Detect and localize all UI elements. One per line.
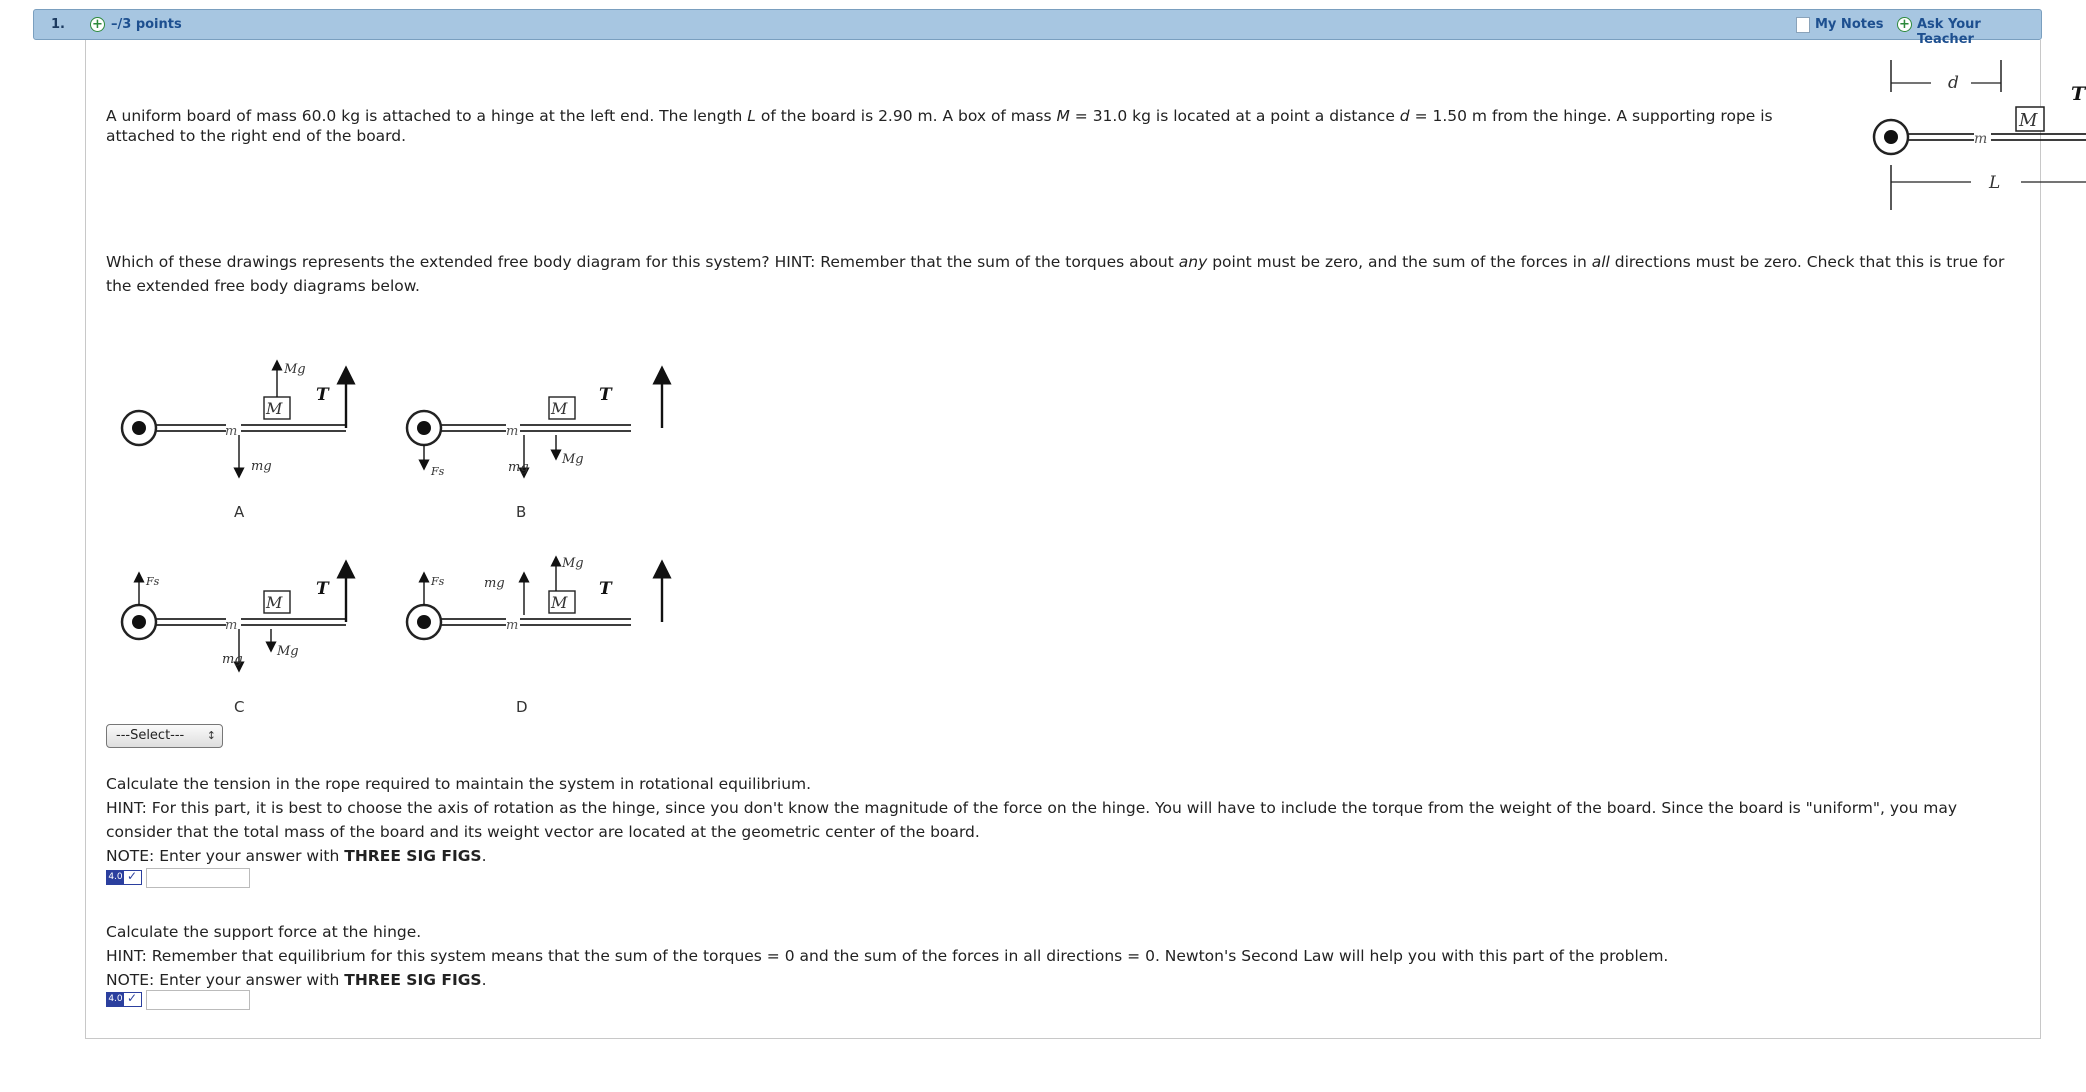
- m-label: m: [1974, 131, 1988, 147]
- svg-text:Fs: Fs: [431, 465, 445, 478]
- problem-statement: A uniform board of mass 60.0 kg is attached to a hinge at the left end. The length L of the board is 2.90 m. A box of mass M = 31.0 kg is located at a point a distance d = 1.50 m from the hinge. A supporting rope is attached to the right end of the board.: [106, 107, 1773, 145]
- fbd-option-b: [407, 375, 662, 521]
- svg-text:Fs: Fs: [431, 575, 445, 588]
- board-diagram: [1871, 50, 2086, 210]
- answer-check-badge: 4.0 ✓: [106, 870, 142, 885]
- svg-text:Fs: Fs: [146, 575, 160, 588]
- svg-text:M: M: [551, 593, 568, 612]
- ask-teacher-plus-icon[interactable]: +: [1897, 17, 1912, 32]
- hinge-force-answer-input[interactable]: [146, 990, 250, 1010]
- fbd-options-figure: [106, 315, 706, 715]
- svg-text:T: T: [599, 579, 612, 599]
- svg-text:M: M: [266, 399, 283, 418]
- tension-answer-input[interactable]: [146, 868, 250, 888]
- svg-text:m: m: [506, 424, 519, 439]
- question-body: [85, 40, 2086, 1039]
- M-box-label: M: [2019, 110, 2038, 131]
- svg-text:mg: mg: [251, 459, 272, 474]
- fbd-question: Which of these drawings represents the extended free body diagram for this system? HINT: Remember that the sum of the torques about any point must be zero, and the sum of the forces in all directions must be zero. Check that this is true for the extended free body diagrams below.: [106, 253, 2005, 295]
- svg-text:Mg: Mg: [562, 556, 584, 571]
- fbd-option-c: [122, 569, 346, 716]
- svg-text:T: T: [316, 579, 329, 599]
- option-label-d: D: [516, 698, 528, 716]
- svg-text:Mg: Mg: [562, 452, 584, 467]
- answer-check-badge: 4.0 ✓: [106, 992, 142, 1007]
- option-label-b: B: [516, 503, 527, 521]
- svg-text:m: m: [506, 618, 519, 633]
- fbd-option-a: [122, 362, 346, 521]
- option-label-c: C: [234, 698, 245, 716]
- fbd-option-d: [407, 556, 662, 716]
- svg-text:m: m: [225, 424, 238, 439]
- points-label: –/3 points: [111, 17, 182, 32]
- svg-text:mg: mg: [508, 460, 529, 475]
- svg-text:mg: mg: [222, 652, 243, 667]
- notes-icon[interactable]: [1796, 17, 1810, 33]
- T-label: T: [2071, 83, 2086, 105]
- option-label-a: A: [234, 503, 245, 521]
- expand-plus-icon[interactable]: +: [90, 17, 105, 32]
- question-header: [33, 9, 2042, 47]
- ask-teacher-link[interactable]: Ask Your Teacher: [1917, 17, 1981, 47]
- hinge-force-question: Calculate the support force at the hinge. HINT: Remember that equilibrium for this system means that the sum of the torques = 0 and the sum of the forces in all directions = 0. Newton's Second Law will help you with this part of the problem. NOTE: Enter your answer with THREE SIG FIGS.: [106, 923, 1669, 989]
- svg-text:M: M: [551, 399, 568, 418]
- checkmark-icon: ✓: [127, 991, 138, 1005]
- question-number: 1.: [51, 17, 65, 32]
- svg-text:m: m: [225, 618, 238, 633]
- svg-text:Mg: Mg: [284, 362, 306, 377]
- select-arrow-icon: ↕: [206, 729, 216, 742]
- checkmark-icon: ✓: [127, 869, 138, 883]
- svg-text:M: M: [266, 593, 283, 612]
- tension-question: Calculate the tension in the rope required to maintain the system in rotational equilibrium. HINT: For this part, it is best to choose the axis of rotation as the hinge, since you don't know the magnitude of the force on the hinge. You will have to include the torque from the weight of the board. Since the board is "uniform", you may consider that the total mass of the board and its weight vector are located at the geometric center of the board. NOTE: Enter your answer with THREE SIG FIGS.: [106, 775, 1958, 865]
- answer-select[interactable]: ---Select--- ↕: [106, 724, 223, 748]
- svg-text:T: T: [316, 385, 329, 405]
- d-label: d: [1948, 73, 1959, 93]
- svg-text:T: T: [599, 385, 612, 405]
- L-label: L: [1989, 173, 2001, 193]
- my-notes-link[interactable]: My Notes: [1815, 17, 1884, 32]
- svg-text:Mg: Mg: [277, 644, 299, 659]
- svg-text:mg: mg: [484, 576, 505, 591]
